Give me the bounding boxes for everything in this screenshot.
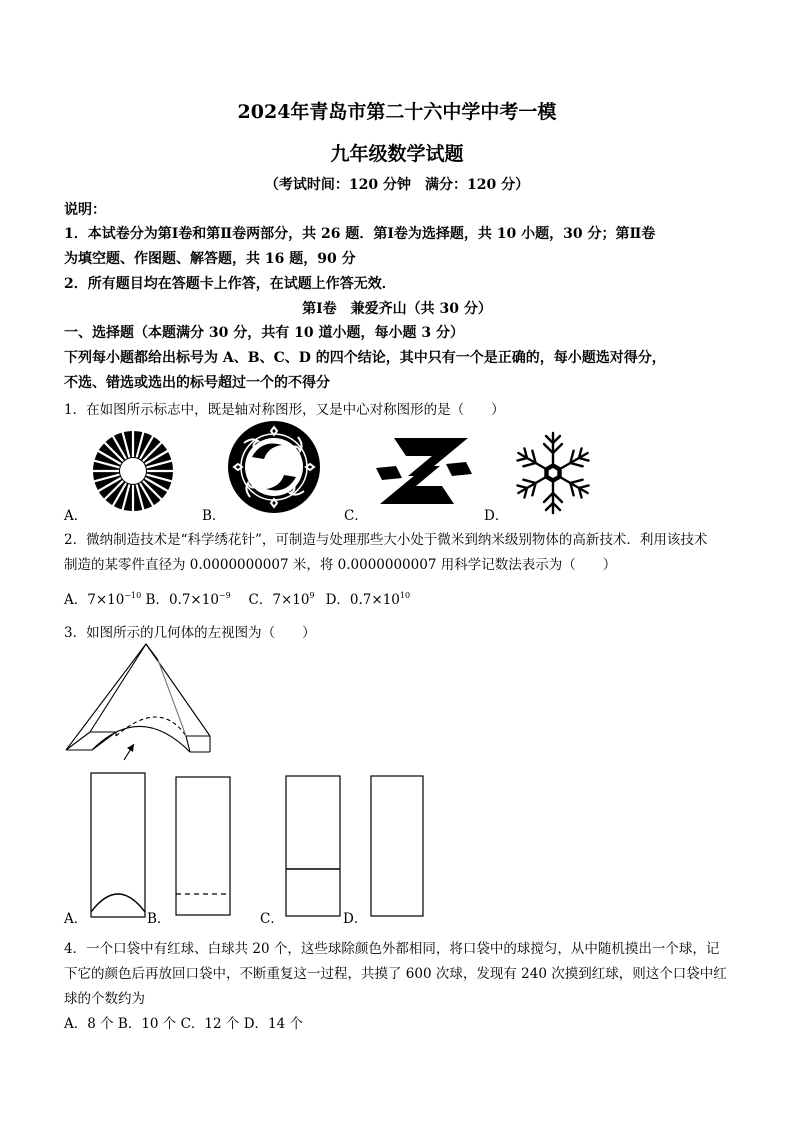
q3-label-c: C． — [260, 911, 284, 927]
q2-option-c-label: C． — [248, 592, 273, 608]
q1-label-d: D． — [484, 508, 509, 524]
q3-option-d-view — [370, 775, 424, 917]
q4-options: A．8 个 B．10 个 C．12 个 D．14 个 — [64, 1016, 303, 1032]
q3-solid-figure — [60, 640, 220, 790]
instructions-heading: 说明： — [64, 202, 106, 218]
q2-options — [64, 588, 410, 608]
q4-stem-line-2: 下它的颜色后再放回口袋中，不断重复这一过程，共摸了 600 次球，发现有 240 次摸到红球，则这个口袋中红 — [64, 966, 727, 982]
directions-line-2: 不选、错选或选出的标号超过一个的不得分 — [64, 375, 330, 391]
exam-info: （考试时间：120 分钟 满分：120 分） — [264, 177, 530, 193]
instruction-1-line-1: 1．本试卷分为第Ⅰ卷和第Ⅱ卷两部分，共 26 题．第Ⅰ卷为选择题，共 10 小题，30 分；第Ⅱ卷 — [64, 226, 656, 242]
q3-label-d: D． — [343, 911, 368, 927]
directions-line-1: 下列每小题都给出标号为 A、B、C、D 的四个结论，其中只有一个是正确的，每小题选对得分， — [64, 350, 666, 366]
q2-option-d-label: D． — [325, 592, 350, 608]
q3-label-b: B． — [147, 911, 171, 927]
q2-option-b-base: 0.7×10 — [168, 592, 219, 608]
q2-option-d-exp: 10 — [399, 591, 411, 600]
q1-logo-a — [90, 428, 176, 514]
page-title: 2024年青岛市第二十六中学中考一模 — [237, 101, 557, 123]
q2-option-c-exp: 9 — [309, 591, 315, 600]
q3-option-c-view — [285, 775, 341, 917]
q1-logo-b — [226, 419, 322, 515]
q1-label-b: B． — [202, 508, 226, 524]
q2-option-a-label: A． — [64, 592, 88, 608]
q2-stem-line-2: 制造的某零件直径为 0.0000000007 米，将 0.0000000007 用科学记数法表示为（ ） — [64, 557, 617, 573]
q2-option-c-base: 7×10 — [272, 592, 310, 608]
q2-option-b-label: B． — [145, 592, 169, 608]
section-title: 一、选择题（本题满分 30 分，共有 10 道小题，每小题 3 分） — [64, 325, 464, 341]
part1-heading: 第Ⅰ卷 兼爱齐山（共 30 分） — [302, 301, 492, 317]
q3-stem: 3．如图所示的几何体的左视图为（ ） — [64, 625, 316, 641]
q2-stem-line-1: 2．微纳制造技术是“科学绣花针”，可制造与处理那些大小处于微米到纳米级别物体的高新技术．利用该技术 — [64, 532, 708, 548]
q2-option-a-exp: −10 — [124, 591, 142, 600]
q1-stem: 1．在如图所示标志中，既是轴对称图形，又是中心对称图形的是（ ） — [64, 402, 505, 418]
q1-label-c: C． — [344, 508, 368, 524]
q2-option-b-exp: −9 — [218, 591, 231, 600]
q3-label-a: A． — [64, 911, 88, 927]
q2-option-a-base: 7×10 — [87, 592, 125, 608]
q3-option-b-view — [175, 776, 231, 916]
q4-stem-line-1: 4．一个口袋中有红球、白球共 20 个，这些球除颜色外都相同，将口袋中的球搅匀，从中随机摸出一个球，记 — [64, 941, 720, 957]
q1-logo-c — [372, 436, 476, 506]
q3-option-a-view — [90, 772, 146, 918]
instruction-2: 2．所有题目均在答题卡上作答，在试题上作答无效． — [64, 276, 396, 292]
q2-option-d-base: 0.7×10 — [349, 592, 400, 608]
q4-stem-line-3: 球的个数约为 — [64, 991, 145, 1007]
instruction-1-line-2: 为填空题、作图题、解答题，共 16 题，90 分 — [64, 251, 356, 267]
q1-label-a: A． — [64, 508, 88, 524]
q1-logo-d — [508, 428, 598, 518]
page-subtitle: 九年级数学试题 — [330, 143, 464, 165]
